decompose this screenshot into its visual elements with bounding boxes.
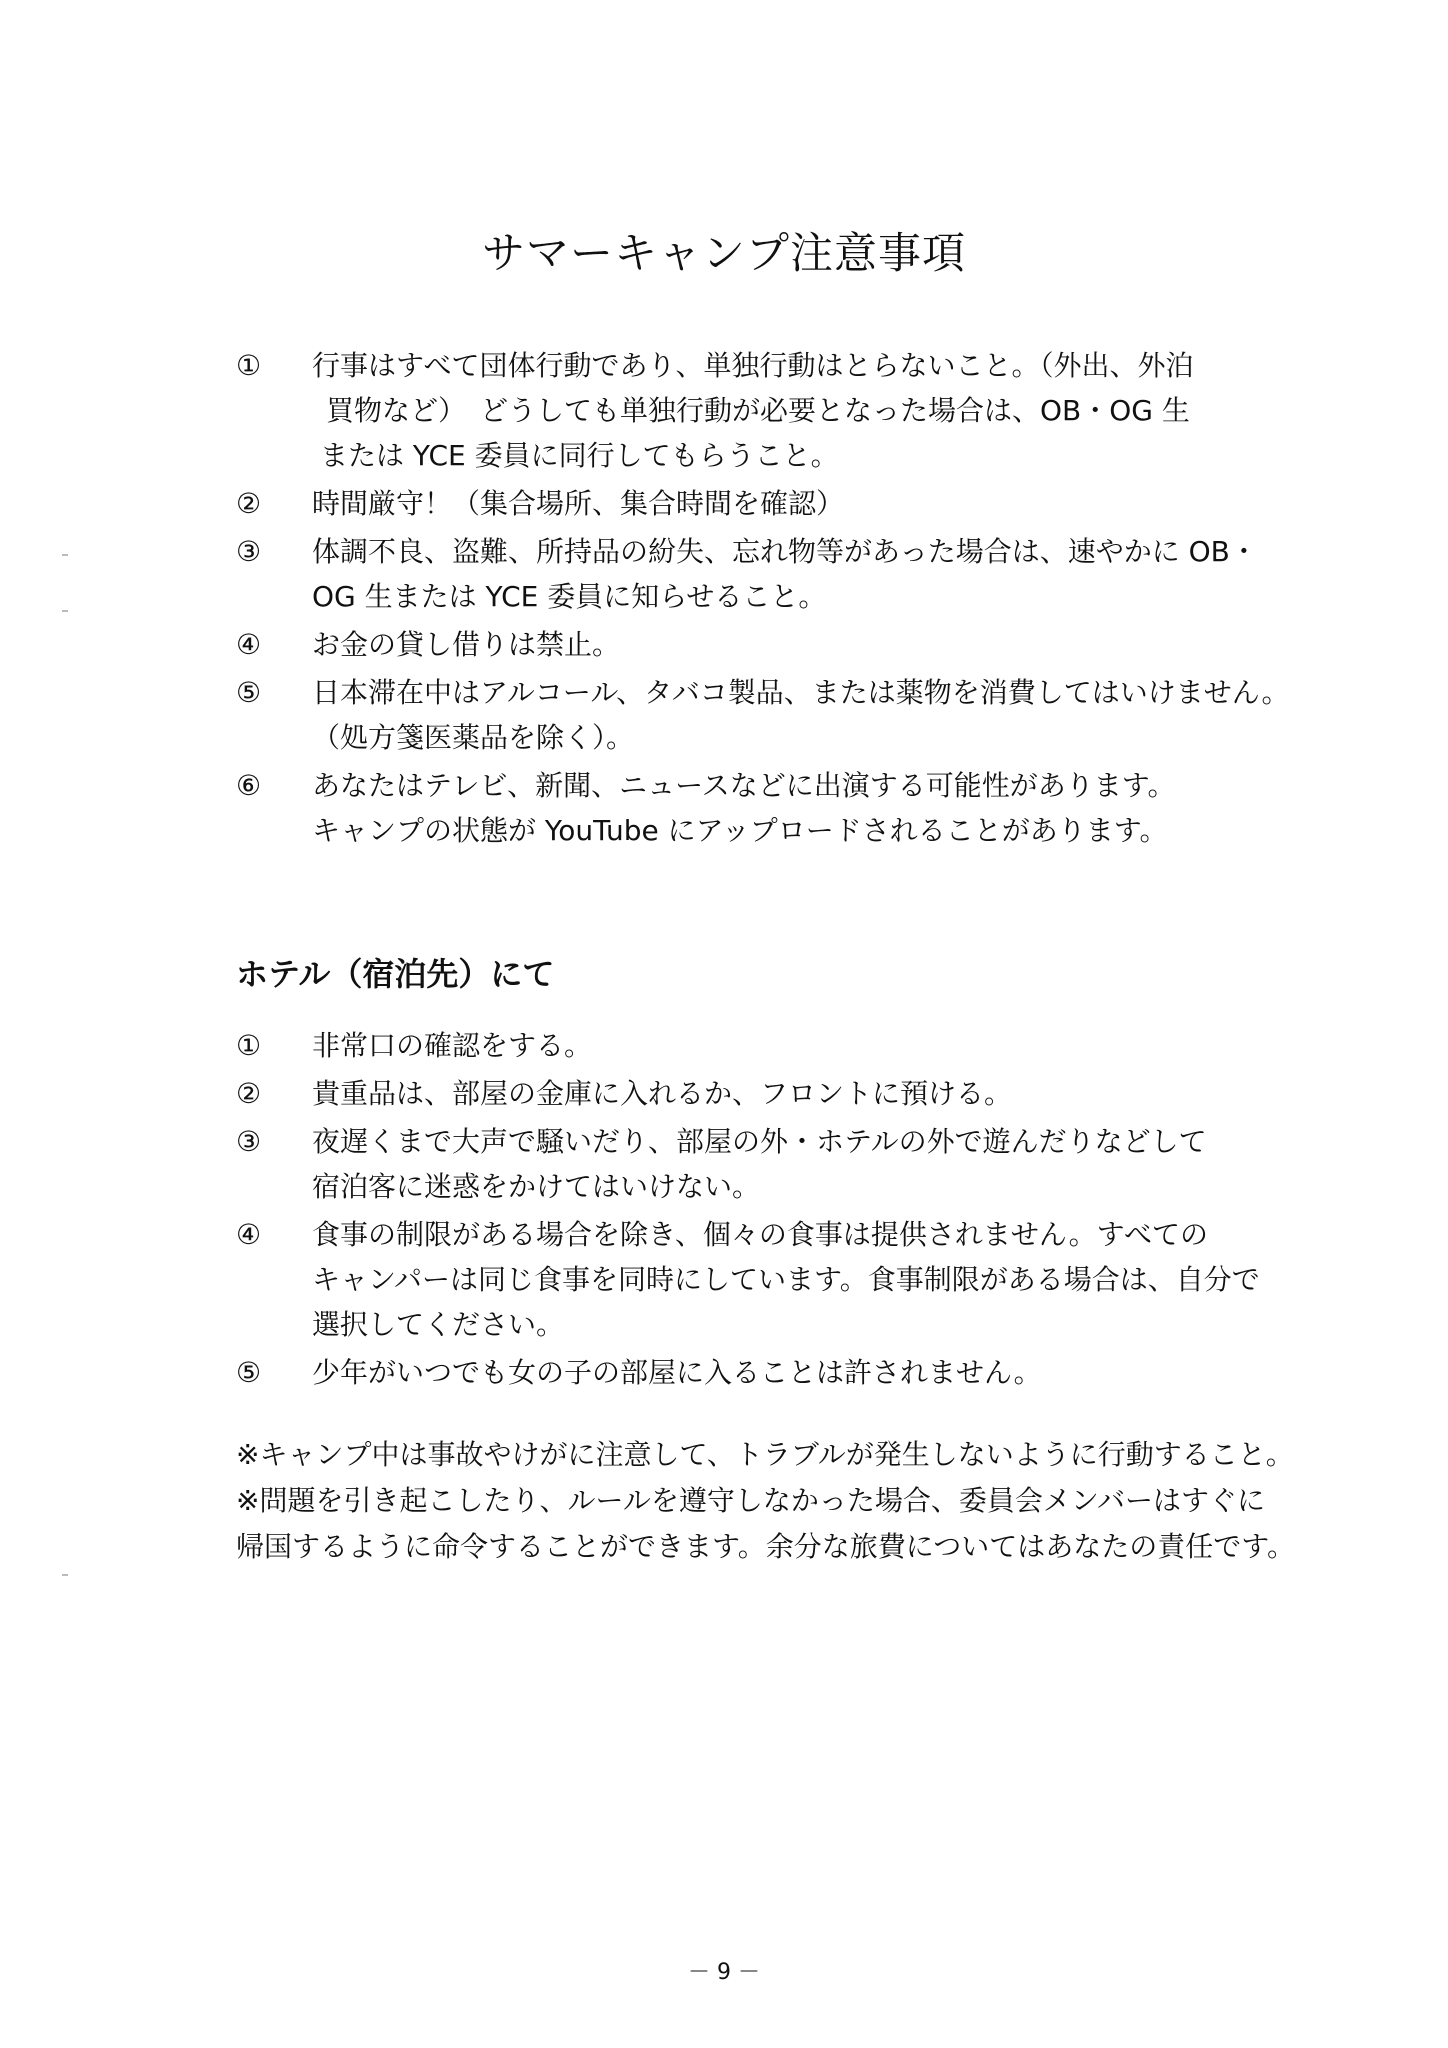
- item-text: （処方箋医薬品を除く）。: [312, 721, 635, 754]
- item-text: 買物など） どうしても単独行動が必要となった場合は、OB・OG 生: [326, 394, 1190, 427]
- page-title: サマーキャンプ注意事項: [482, 229, 966, 279]
- scan-speck: [62, 1574, 68, 1576]
- list-item: [236, 481, 1326, 526]
- item-number: ⑥: [236, 769, 262, 802]
- page-number: － 9 －: [688, 1960, 760, 1985]
- item-text: あなたはテレビ、新聞、ニュースなどに出演する可能性があります。: [312, 769, 1176, 802]
- list-item: [236, 1023, 1326, 1068]
- notes-block: [236, 1432, 1295, 1570]
- hotel-section-heading: ホテル（宿泊先）にて: [236, 955, 555, 993]
- item-number: ①: [236, 349, 262, 382]
- item-text: 日本滞在中はアルコール、タバコ製品、または薬物を消費してはいけません。: [312, 676, 1290, 709]
- list-item: [236, 1350, 1326, 1395]
- list-item: [236, 529, 1326, 619]
- note-line: 帰国するように命令することができます。余分な旅費についてはあなたの責任です。: [236, 1530, 1295, 1563]
- list-item: [236, 670, 1326, 760]
- item-text: 時間厳守！（集合場所、集合時間を確認）: [312, 487, 845, 520]
- list-item: [236, 1119, 1326, 1209]
- scan-speck: [62, 554, 68, 556]
- item-number: ②: [236, 487, 262, 520]
- item-number: ⑤: [236, 676, 262, 709]
- item-text: キャンパーは同じ食事を同時にしています。食事制限がある場合は、自分で: [312, 1263, 1260, 1296]
- item-number: ③: [236, 535, 262, 568]
- note-line: ※キャンプ中は事故やけがに注意して、トラブルが発生しないように行動すること。: [236, 1438, 1294, 1471]
- item-text: 貴重品は、部屋の金庫に入れるか、フロントに預ける。: [312, 1077, 1013, 1110]
- item-text: 少年がいつでも女の子の部屋に入ることは許されません。: [312, 1356, 1042, 1389]
- item-text: お金の貸し借りは禁止。: [312, 628, 621, 661]
- general-rules-list: [236, 343, 1326, 856]
- item-text: または YCE 委員に同行してもらうこと。: [320, 439, 839, 472]
- hotel-rules-list: [236, 1023, 1326, 1398]
- item-number: ④: [236, 1218, 262, 1251]
- item-number: ④: [236, 628, 262, 661]
- item-number: ⑤: [236, 1356, 262, 1389]
- note-line: ※問題を引き起こしたり、ルールを遵守しなかった場合、委員会メンバーはすぐに: [236, 1484, 1265, 1517]
- list-item: [236, 1071, 1326, 1116]
- list-item: [236, 763, 1326, 853]
- item-text: 行事はすべて団体行動であり、単独行動はとらないこと。（外出、外泊: [312, 349, 1194, 382]
- list-item: [236, 343, 1326, 478]
- item-text: 食事の制限がある場合を除き、個々の食事は提供されません。すべての: [312, 1218, 1209, 1251]
- item-text: キャンプの状態が YouTube にアップロードされることがあります。: [312, 814, 1168, 847]
- item-text: 非常口の確認をする。: [312, 1029, 593, 1062]
- item-text: 夜遅くまで大声で騒いだり、部屋の外・ホテルの外で遊んだりなどして: [312, 1125, 1207, 1158]
- item-text: OG 生または YCE 委員に知らせること。: [312, 580, 827, 613]
- item-number: ③: [236, 1125, 262, 1158]
- list-item: [236, 1212, 1326, 1347]
- item-text: 宿泊客に迷惑をかけてはいけない。: [312, 1170, 761, 1203]
- item-text: 体調不良、盗難、所持品の紛失、忘れ物等があった場合は、速やかに OB・: [312, 535, 1258, 568]
- scan-speck: [62, 610, 68, 612]
- item-number: ②: [236, 1077, 262, 1110]
- list-item: [236, 622, 1326, 667]
- item-text: 選択してください。: [312, 1308, 565, 1341]
- item-number: ①: [236, 1029, 262, 1062]
